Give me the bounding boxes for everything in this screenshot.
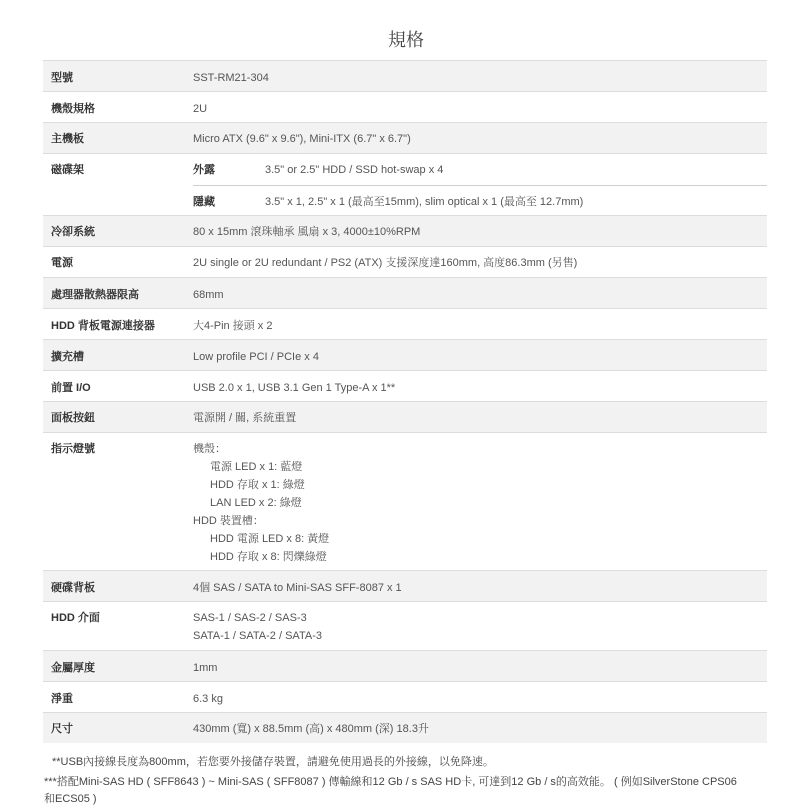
spec-label: 前置 I/O (51, 382, 91, 394)
spec-label: 主機板 (51, 133, 84, 145)
drive-bay-internal (193, 186, 767, 216)
indicator-item: 電源 LED x 1: 藍燈 (210, 461, 303, 473)
spec-label: 擴充槽 (51, 351, 84, 363)
spec-value: 4個 SAS / SATA to Mini-SAS SFF-8087 x 1 (193, 582, 402, 594)
spec-value: SST-RM21-304 (193, 72, 269, 84)
spec-value: 68mm (193, 289, 224, 301)
drive-bay-external (193, 154, 767, 185)
spec-row-front-io (43, 370, 767, 401)
spec-value (193, 440, 767, 570)
spec-row-cooling (43, 215, 767, 246)
interface-line: SATA-1 / SATA-2 / SATA-3 (193, 630, 322, 642)
spec-label: 電源 (51, 257, 73, 269)
indicator-item: LAN LED x 2: 綠燈 (210, 497, 302, 509)
spec-value: 2U single or 2U redundant / PS2 (ATX) 支援深度達160mm, 高度86.3mm (另售) (193, 257, 578, 269)
spec-row-hdd-interface (43, 601, 767, 650)
spec-value: 2U (193, 103, 208, 115)
spec-value: 6.3 kg (193, 693, 223, 705)
spec-label-text: HDD 介面 (51, 612, 100, 624)
spec-label: HDD 背板電源連接器 (51, 320, 155, 332)
spec-row-power (43, 246, 767, 277)
spec-label-text: 指示燈號 (51, 443, 95, 455)
spec-label: 金屬厚度 (51, 662, 95, 674)
spec-table (43, 60, 767, 743)
spec-row-form-factor (43, 91, 767, 122)
spec-row-hdd-backplane-power (43, 308, 767, 339)
spec-value (193, 154, 767, 215)
spec-row-cpu-cooler (43, 277, 767, 308)
spec-value: Low profile PCI / PCIe x 4 (193, 351, 319, 363)
sub-value: 3.5" x 1, 2.5" x 1 (最高至15mm), slim optical x 1 (最高至 12.7mm) (265, 196, 584, 208)
spec-row-motherboard (43, 122, 767, 153)
spec-label (43, 609, 193, 650)
spec-label-text: 磁碟架 (51, 164, 84, 176)
spec-value (193, 609, 767, 650)
usb-footnote: **USB內接線長度為800mm，若您要外接儲存裝置，請避免使用過長的外接線，以免降速。 (52, 756, 494, 768)
indicator-item: HDD 存取 x 8: 閃爍綠燈 (210, 551, 327, 563)
spec-row-model (43, 60, 767, 91)
interface-line: SAS-1 / SAS-2 / SAS-3 (193, 612, 307, 624)
spec-label: 硬碟背板 (51, 582, 95, 594)
spec-value: 80 x 15mm 滾珠軸承 風扇 x 3, 4000±10%RPM (193, 226, 421, 238)
page-title: 規格 (388, 30, 424, 50)
spec-value: USB 2.0 x 1, USB 3.1 Gen 1 Type-A x 1** (193, 382, 396, 394)
spec-value: 大4-Pin 接頭 x 2 (193, 320, 273, 332)
spec-label: 尺寸 (51, 723, 73, 735)
sub-label: 隱藏 (193, 196, 215, 208)
spec-row-thickness (43, 650, 767, 681)
indicator-item: HDD 存取 x 1: 綠燈 (210, 479, 305, 491)
spec-label: 淨重 (51, 693, 73, 705)
spec-label: 處理器散熱器限高 (51, 289, 139, 301)
spec-label (43, 440, 193, 570)
spec-value: Micro ATX (9.6" x 9.6"), Mini-ITX (6.7" x 6.7") (193, 133, 411, 145)
sub-value: 3.5" or 2.5" HDD / SSD hot-swap x 4 (265, 164, 444, 176)
indicator-heading: 機殼： (193, 443, 226, 455)
sub-label: 外露 (193, 164, 215, 176)
spec-row-indicators (43, 432, 767, 570)
spec-value: 430mm (寬) x 88.5mm (高) x 480mm (深) 18.3升 (193, 723, 429, 735)
indicator-item: HDD 電源 LED x 8: 黃燈 (210, 533, 330, 545)
spec-label: 冷卻系統 (51, 226, 95, 238)
spec-row-front-buttons (43, 401, 767, 432)
sas-footnote: ***搭配Mini-SAS HD ( SFF8643 ) ~ Mini-SAS ( SFF8087 ) 傳輸線和12 Gb / s SAS HD卡, 可達到12 Gb / s的高效能。 ( 例如SilverStone CPS06 (44, 776, 737, 788)
footnotes (46, 752, 776, 806)
spec-label: 面板按鈕 (51, 412, 95, 424)
spec-label (43, 154, 193, 215)
spec-value: 電源開 / 關, 系統重置 (193, 412, 297, 424)
spec-row-weight (43, 681, 767, 712)
spec-row-drive-bay (43, 153, 767, 215)
spec-label: 型號 (51, 72, 73, 84)
spec-row-expansion (43, 339, 767, 370)
spec-label: 機殼規格 (51, 103, 95, 115)
spec-row-backplane (43, 570, 767, 601)
spec-row-dimensions (43, 712, 767, 743)
spec-value: 1mm (193, 662, 218, 674)
indicator-heading: HDD 裝置槽： (193, 515, 264, 527)
sas-footnote-continued: 和ECS05 ) (44, 793, 97, 805)
